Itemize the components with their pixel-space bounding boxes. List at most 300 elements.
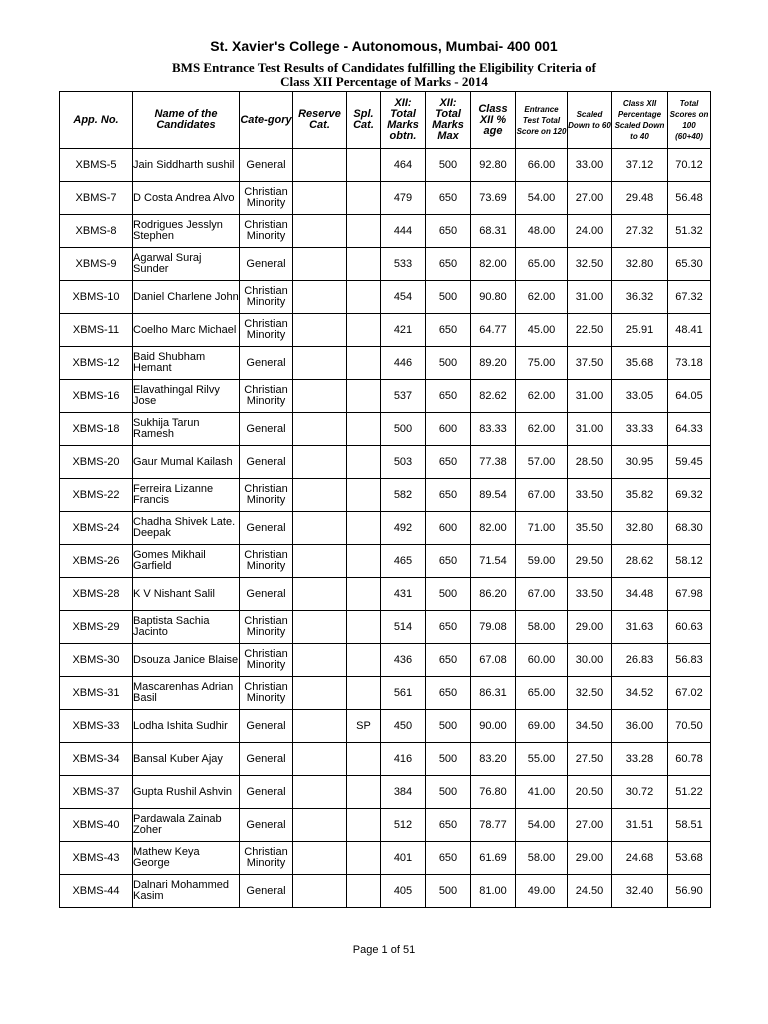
- scaled-40-cell: 32.80: [612, 512, 668, 545]
- percentage-cell: 90.00: [471, 710, 516, 743]
- category-cell: Christian Minority: [240, 842, 293, 875]
- category-cell: General: [240, 413, 293, 446]
- percentage-cell: 61.69: [471, 842, 516, 875]
- marks-max-cell: 500: [426, 347, 471, 380]
- spl-cat-cell: [347, 413, 381, 446]
- reserve-cat-cell: [293, 512, 347, 545]
- scaled-60-cell: 27.50: [568, 743, 612, 776]
- col-header-reserve-cat: Reserve Cat.: [293, 92, 347, 149]
- category-cell: General: [240, 149, 293, 182]
- app-no-cell: XBMS-10: [60, 281, 133, 314]
- entrance-score-cell: 54.00: [516, 182, 568, 215]
- table-row: [60, 413, 711, 446]
- app-no-cell: XBMS-26: [60, 545, 133, 578]
- name-cell: D Costa Andrea Alvo: [133, 182, 240, 215]
- spl-cat-cell: [347, 182, 381, 215]
- category-cell: General: [240, 776, 293, 809]
- entrance-score-cell: 67.00: [516, 578, 568, 611]
- table-row: [60, 743, 711, 776]
- scaled-60-cell: 29.00: [568, 611, 612, 644]
- name-cell: K V Nishant Salil: [133, 578, 240, 611]
- category-cell: Christian Minority: [240, 380, 293, 413]
- marks-obtained-cell: 416: [381, 743, 426, 776]
- scaled-60-cell: 32.50: [568, 248, 612, 281]
- name-cell: Chadha Shivek Late. Deepak: [133, 512, 240, 545]
- page-number: Page 1 of 51: [352, 944, 416, 956]
- entrance-score-cell: 58.00: [516, 842, 568, 875]
- category-cell: Christian Minority: [240, 215, 293, 248]
- reserve-cat-cell: [293, 215, 347, 248]
- app-no-cell: XBMS-5: [60, 149, 133, 182]
- reserve-cat-cell: [293, 809, 347, 842]
- scaled-40-cell: 33.28: [612, 743, 668, 776]
- total-score-cell: 48.41: [668, 314, 711, 347]
- category-cell: General: [240, 578, 293, 611]
- spl-cat-cell: SP: [347, 710, 381, 743]
- category-cell: General: [240, 446, 293, 479]
- total-score-cell: 73.18: [668, 347, 711, 380]
- scaled-40-cell: 37.12: [612, 149, 668, 182]
- total-score-cell: 56.90: [668, 875, 711, 908]
- marks-max-cell: 650: [426, 446, 471, 479]
- reserve-cat-cell: [293, 149, 347, 182]
- scaled-40-cell: 24.68: [612, 842, 668, 875]
- percentage-cell: 89.54: [471, 479, 516, 512]
- scaled-40-cell: 36.00: [612, 710, 668, 743]
- scaled-60-cell: 31.00: [568, 413, 612, 446]
- app-no-cell: XBMS-29: [60, 611, 133, 644]
- name-cell: Agarwal Suraj Sunder: [133, 248, 240, 281]
- table-row: [60, 842, 711, 875]
- percentage-cell: 79.08: [471, 611, 516, 644]
- name-cell: Rodrigues Jesslyn Stephen: [133, 215, 240, 248]
- table-row: [60, 677, 711, 710]
- marks-max-cell: 500: [426, 578, 471, 611]
- scaled-60-cell: 31.00: [568, 380, 612, 413]
- reserve-cat-cell: [293, 479, 347, 512]
- scaled-40-cell: 32.40: [612, 875, 668, 908]
- scaled-60-cell: 33.50: [568, 479, 612, 512]
- reserve-cat-cell: [293, 743, 347, 776]
- scaled-40-cell: 34.52: [612, 677, 668, 710]
- col-header-category: Cate-gory: [240, 92, 293, 149]
- app-no-cell: XBMS-12: [60, 347, 133, 380]
- percentage-cell: 82.00: [471, 512, 516, 545]
- total-score-cell: 67.98: [668, 578, 711, 611]
- scaled-40-cell: 30.72: [612, 776, 668, 809]
- app-no-cell: XBMS-30: [60, 644, 133, 677]
- scaled-40-cell: 28.62: [612, 545, 668, 578]
- total-score-cell: 53.68: [668, 842, 711, 875]
- name-cell: Bansal Kuber Ajay: [133, 743, 240, 776]
- reserve-cat-cell: [293, 710, 347, 743]
- total-score-cell: 69.32: [668, 479, 711, 512]
- category-cell: General: [240, 875, 293, 908]
- name-cell: Jain Siddharth sushil: [133, 149, 240, 182]
- marks-obtained-cell: 446: [381, 347, 426, 380]
- scaled-40-cell: 30.95: [612, 446, 668, 479]
- scaled-40-cell: 34.48: [612, 578, 668, 611]
- table-row: [60, 578, 711, 611]
- col-header-marks-max: XII: Total Marks Max: [426, 92, 471, 149]
- scaled-40-cell: 26.83: [612, 644, 668, 677]
- app-no-cell: XBMS-43: [60, 842, 133, 875]
- table-row: [60, 875, 711, 908]
- scaled-40-cell: 35.82: [612, 479, 668, 512]
- spl-cat-cell: [347, 347, 381, 380]
- marks-obtained-cell: 464: [381, 149, 426, 182]
- scaled-40-cell: 36.32: [612, 281, 668, 314]
- scaled-40-cell: 33.05: [612, 380, 668, 413]
- marks-obtained-cell: 444: [381, 215, 426, 248]
- app-no-cell: XBMS-34: [60, 743, 133, 776]
- scaled-60-cell: 22.50: [568, 314, 612, 347]
- reserve-cat-cell: [293, 182, 347, 215]
- category-cell: General: [240, 248, 293, 281]
- category-cell: Christian Minority: [240, 545, 293, 578]
- reserve-cat-cell: [293, 776, 347, 809]
- reserve-cat-cell: [293, 446, 347, 479]
- table-row: [60, 314, 711, 347]
- col-header-scaled-40: Class XII Percentage Scaled Down to 40: [612, 92, 668, 149]
- spl-cat-cell: [347, 677, 381, 710]
- reserve-cat-cell: [293, 281, 347, 314]
- spl-cat-cell: [347, 149, 381, 182]
- app-no-cell: XBMS-20: [60, 446, 133, 479]
- results-table: [59, 91, 711, 908]
- reserve-cat-cell: [293, 677, 347, 710]
- marks-max-cell: 650: [426, 215, 471, 248]
- entrance-score-cell: 65.00: [516, 677, 568, 710]
- name-cell: Elavathingal Rilvy Jose: [133, 380, 240, 413]
- entrance-score-cell: 62.00: [516, 380, 568, 413]
- app-no-cell: XBMS-40: [60, 809, 133, 842]
- percentage-cell: 82.62: [471, 380, 516, 413]
- table-row: [60, 248, 711, 281]
- total-score-cell: 67.32: [668, 281, 711, 314]
- col-header-entrance-score: Entrance Test Total Score on 120: [516, 92, 568, 149]
- table-row: [60, 182, 711, 215]
- percentage-cell: 83.33: [471, 413, 516, 446]
- name-cell: Lodha Ishita Sudhir: [133, 710, 240, 743]
- table-row: [60, 644, 711, 677]
- table-row: [60, 380, 711, 413]
- name-cell: Baptista Sachia Jacinto: [133, 611, 240, 644]
- marks-max-cell: 650: [426, 809, 471, 842]
- percentage-cell: 92.80: [471, 149, 516, 182]
- total-score-cell: 70.50: [668, 710, 711, 743]
- table-row: [60, 149, 711, 182]
- total-score-cell: 67.02: [668, 677, 711, 710]
- entrance-score-cell: 41.00: [516, 776, 568, 809]
- name-cell: Mathew Keya George: [133, 842, 240, 875]
- marks-obtained-cell: 431: [381, 578, 426, 611]
- entrance-score-cell: 62.00: [516, 281, 568, 314]
- table-row: [60, 809, 711, 842]
- percentage-cell: 90.80: [471, 281, 516, 314]
- table-row: [60, 512, 711, 545]
- marks-max-cell: 500: [426, 743, 471, 776]
- app-no-cell: XBMS-11: [60, 314, 133, 347]
- spl-cat-cell: [347, 248, 381, 281]
- marks-obtained-cell: 465: [381, 545, 426, 578]
- reserve-cat-cell: [293, 314, 347, 347]
- total-score-cell: 70.12: [668, 149, 711, 182]
- reserve-cat-cell: [293, 842, 347, 875]
- scaled-60-cell: 27.00: [568, 182, 612, 215]
- reserve-cat-cell: [293, 347, 347, 380]
- category-cell: Christian Minority: [240, 644, 293, 677]
- name-cell: Coelho Marc Michael: [133, 314, 240, 347]
- entrance-score-cell: 54.00: [516, 809, 568, 842]
- reserve-cat-cell: [293, 875, 347, 908]
- reserve-cat-cell: [293, 545, 347, 578]
- col-header-scaled-60: Scaled Down to 60: [568, 92, 612, 149]
- table-row: [60, 545, 711, 578]
- app-no-cell: XBMS-37: [60, 776, 133, 809]
- spl-cat-cell: [347, 644, 381, 677]
- entrance-score-cell: 55.00: [516, 743, 568, 776]
- marks-max-cell: 650: [426, 314, 471, 347]
- name-cell: Pardawala Zainab Zoher: [133, 809, 240, 842]
- marks-obtained-cell: 405: [381, 875, 426, 908]
- spl-cat-cell: [347, 776, 381, 809]
- name-cell: Gaur Mumal Kailash: [133, 446, 240, 479]
- scaled-40-cell: 27.32: [612, 215, 668, 248]
- marks-max-cell: 500: [426, 776, 471, 809]
- category-cell: Christian Minority: [240, 281, 293, 314]
- app-no-cell: XBMS-22: [60, 479, 133, 512]
- spl-cat-cell: [347, 809, 381, 842]
- scaled-60-cell: 34.50: [568, 710, 612, 743]
- category-cell: General: [240, 512, 293, 545]
- spl-cat-cell: [347, 578, 381, 611]
- marks-max-cell: 650: [426, 644, 471, 677]
- table-row: [60, 281, 711, 314]
- scaled-40-cell: 35.68: [612, 347, 668, 380]
- reserve-cat-cell: [293, 380, 347, 413]
- entrance-score-cell: 62.00: [516, 413, 568, 446]
- total-score-cell: 51.32: [668, 215, 711, 248]
- percentage-cell: 71.54: [471, 545, 516, 578]
- marks-max-cell: 650: [426, 380, 471, 413]
- entrance-score-cell: 45.00: [516, 314, 568, 347]
- marks-obtained-cell: 533: [381, 248, 426, 281]
- reserve-cat-cell: [293, 611, 347, 644]
- col-header-marks-obtained: XII: Total Marks obtn.: [381, 92, 426, 149]
- col-header-app-no: App. No.: [60, 92, 133, 149]
- entrance-score-cell: 66.00: [516, 149, 568, 182]
- spl-cat-cell: [347, 479, 381, 512]
- spl-cat-cell: [347, 512, 381, 545]
- col-header-spl-cat: Spl. Cat.: [347, 92, 381, 149]
- scaled-60-cell: 27.00: [568, 809, 612, 842]
- total-score-cell: 65.30: [668, 248, 711, 281]
- entrance-score-cell: 71.00: [516, 512, 568, 545]
- scaled-60-cell: 33.50: [568, 578, 612, 611]
- marks-obtained-cell: 500: [381, 413, 426, 446]
- entrance-score-cell: 59.00: [516, 545, 568, 578]
- scaled-40-cell: 31.51: [612, 809, 668, 842]
- table-row: [60, 479, 711, 512]
- category-cell: General: [240, 743, 293, 776]
- category-cell: Christian Minority: [240, 314, 293, 347]
- entrance-score-cell: 58.00: [516, 611, 568, 644]
- reserve-cat-cell: [293, 644, 347, 677]
- spl-cat-cell: [347, 446, 381, 479]
- marks-obtained-cell: 450: [381, 710, 426, 743]
- entrance-score-cell: 49.00: [516, 875, 568, 908]
- percentage-cell: 67.08: [471, 644, 516, 677]
- spl-cat-cell: [347, 743, 381, 776]
- percentage-cell: 76.80: [471, 776, 516, 809]
- total-score-cell: 59.45: [668, 446, 711, 479]
- marks-obtained-cell: 503: [381, 446, 426, 479]
- spl-cat-cell: [347, 281, 381, 314]
- marks-obtained-cell: 436: [381, 644, 426, 677]
- app-no-cell: XBMS-33: [60, 710, 133, 743]
- marks-max-cell: 500: [426, 281, 471, 314]
- app-no-cell: XBMS-8: [60, 215, 133, 248]
- scaled-60-cell: 31.00: [568, 281, 612, 314]
- total-score-cell: 60.78: [668, 743, 711, 776]
- table-row: [60, 776, 711, 809]
- marks-obtained-cell: 454: [381, 281, 426, 314]
- scaled-60-cell: 24.50: [568, 875, 612, 908]
- scaled-60-cell: 33.00: [568, 149, 612, 182]
- total-score-cell: 58.12: [668, 545, 711, 578]
- marks-obtained-cell: 479: [381, 182, 426, 215]
- col-header-class-xii-percentage: Class XII % age: [471, 92, 516, 149]
- name-cell: Daniel Charlene John: [133, 281, 240, 314]
- scaled-60-cell: 20.50: [568, 776, 612, 809]
- marks-max-cell: 500: [426, 149, 471, 182]
- name-cell: Baid Shubham Hemant: [133, 347, 240, 380]
- marks-obtained-cell: 421: [381, 314, 426, 347]
- entrance-score-cell: 67.00: [516, 479, 568, 512]
- college-title: St. Xavier's College - Autonomous, Mumbai- 400 001: [210, 38, 558, 54]
- scaled-40-cell: 32.80: [612, 248, 668, 281]
- percentage-cell: 68.31: [471, 215, 516, 248]
- marks-obtained-cell: 582: [381, 479, 426, 512]
- category-cell: General: [240, 809, 293, 842]
- marks-obtained-cell: 401: [381, 842, 426, 875]
- app-no-cell: XBMS-9: [60, 248, 133, 281]
- category-cell: Christian Minority: [240, 611, 293, 644]
- scaled-60-cell: 35.50: [568, 512, 612, 545]
- entrance-score-cell: 57.00: [516, 446, 568, 479]
- name-cell: Dalnari Mohammed Kasim: [133, 875, 240, 908]
- total-score-cell: 64.33: [668, 413, 711, 446]
- table-row: [60, 347, 711, 380]
- app-no-cell: XBMS-7: [60, 182, 133, 215]
- total-score-cell: 64.05: [668, 380, 711, 413]
- percentage-cell: 89.20: [471, 347, 516, 380]
- scaled-40-cell: 33.33: [612, 413, 668, 446]
- reserve-cat-cell: [293, 248, 347, 281]
- total-score-cell: 56.83: [668, 644, 711, 677]
- scaled-40-cell: 31.63: [612, 611, 668, 644]
- marks-obtained-cell: 537: [381, 380, 426, 413]
- marks-max-cell: 650: [426, 248, 471, 281]
- percentage-cell: 82.00: [471, 248, 516, 281]
- results-subtitle-line-2: Class XII Percentage of Marks - 2014: [280, 74, 488, 89]
- table-row: [60, 215, 711, 248]
- table-row: [60, 446, 711, 479]
- category-cell: Christian Minority: [240, 479, 293, 512]
- reserve-cat-cell: [293, 413, 347, 446]
- total-score-cell: 58.51: [668, 809, 711, 842]
- spl-cat-cell: [347, 875, 381, 908]
- marks-obtained-cell: 512: [381, 809, 426, 842]
- col-header-name: Name of the Candidates: [133, 92, 240, 149]
- results-table-body: [60, 149, 711, 908]
- scaled-40-cell: 29.48: [612, 182, 668, 215]
- app-no-cell: XBMS-16: [60, 380, 133, 413]
- name-cell: Sukhija Tarun Ramesh: [133, 413, 240, 446]
- total-score-cell: 51.22: [668, 776, 711, 809]
- total-score-cell: 56.48: [668, 182, 711, 215]
- marks-obtained-cell: 514: [381, 611, 426, 644]
- percentage-cell: 77.38: [471, 446, 516, 479]
- marks-obtained-cell: 384: [381, 776, 426, 809]
- results-subtitle-line-1: BMS Entrance Test Results of Candidates fulfilling the Eligibility Criteria of: [172, 60, 596, 75]
- marks-obtained-cell: 492: [381, 512, 426, 545]
- scaled-60-cell: 29.00: [568, 842, 612, 875]
- scaled-60-cell: 37.50: [568, 347, 612, 380]
- spl-cat-cell: [347, 611, 381, 644]
- category-cell: Christian Minority: [240, 677, 293, 710]
- total-score-cell: 68.30: [668, 512, 711, 545]
- entrance-score-cell: 75.00: [516, 347, 568, 380]
- spl-cat-cell: [347, 380, 381, 413]
- marks-max-cell: 650: [426, 842, 471, 875]
- table-header-row: [60, 92, 711, 149]
- marks-max-cell: 500: [426, 875, 471, 908]
- spl-cat-cell: [347, 314, 381, 347]
- entrance-score-cell: 60.00: [516, 644, 568, 677]
- app-no-cell: XBMS-18: [60, 413, 133, 446]
- category-cell: Christian Minority: [240, 182, 293, 215]
- name-cell: Ferreira Lizanne Francis: [133, 479, 240, 512]
- scaled-40-cell: 25.91: [612, 314, 668, 347]
- scaled-60-cell: 28.50: [568, 446, 612, 479]
- marks-max-cell: 650: [426, 677, 471, 710]
- marks-max-cell: 650: [426, 182, 471, 215]
- percentage-cell: 81.00: [471, 875, 516, 908]
- marks-max-cell: 650: [426, 545, 471, 578]
- percentage-cell: 73.69: [471, 182, 516, 215]
- entrance-score-cell: 65.00: [516, 248, 568, 281]
- marks-max-cell: 600: [426, 512, 471, 545]
- total-score-cell: 60.63: [668, 611, 711, 644]
- table-row: [60, 710, 711, 743]
- app-no-cell: XBMS-28: [60, 578, 133, 611]
- scaled-60-cell: 29.50: [568, 545, 612, 578]
- marks-max-cell: 600: [426, 413, 471, 446]
- percentage-cell: 86.31: [471, 677, 516, 710]
- name-cell: Gomes Mikhail Garfield: [133, 545, 240, 578]
- marks-max-cell: 650: [426, 611, 471, 644]
- marks-max-cell: 650: [426, 479, 471, 512]
- spl-cat-cell: [347, 842, 381, 875]
- entrance-score-cell: 48.00: [516, 215, 568, 248]
- app-no-cell: XBMS-44: [60, 875, 133, 908]
- marks-max-cell: 500: [426, 710, 471, 743]
- col-header-total-score: Total Scores on 100 (60+40): [668, 92, 711, 149]
- name-cell: Dsouza Janice Blaise: [133, 644, 240, 677]
- percentage-cell: 83.20: [471, 743, 516, 776]
